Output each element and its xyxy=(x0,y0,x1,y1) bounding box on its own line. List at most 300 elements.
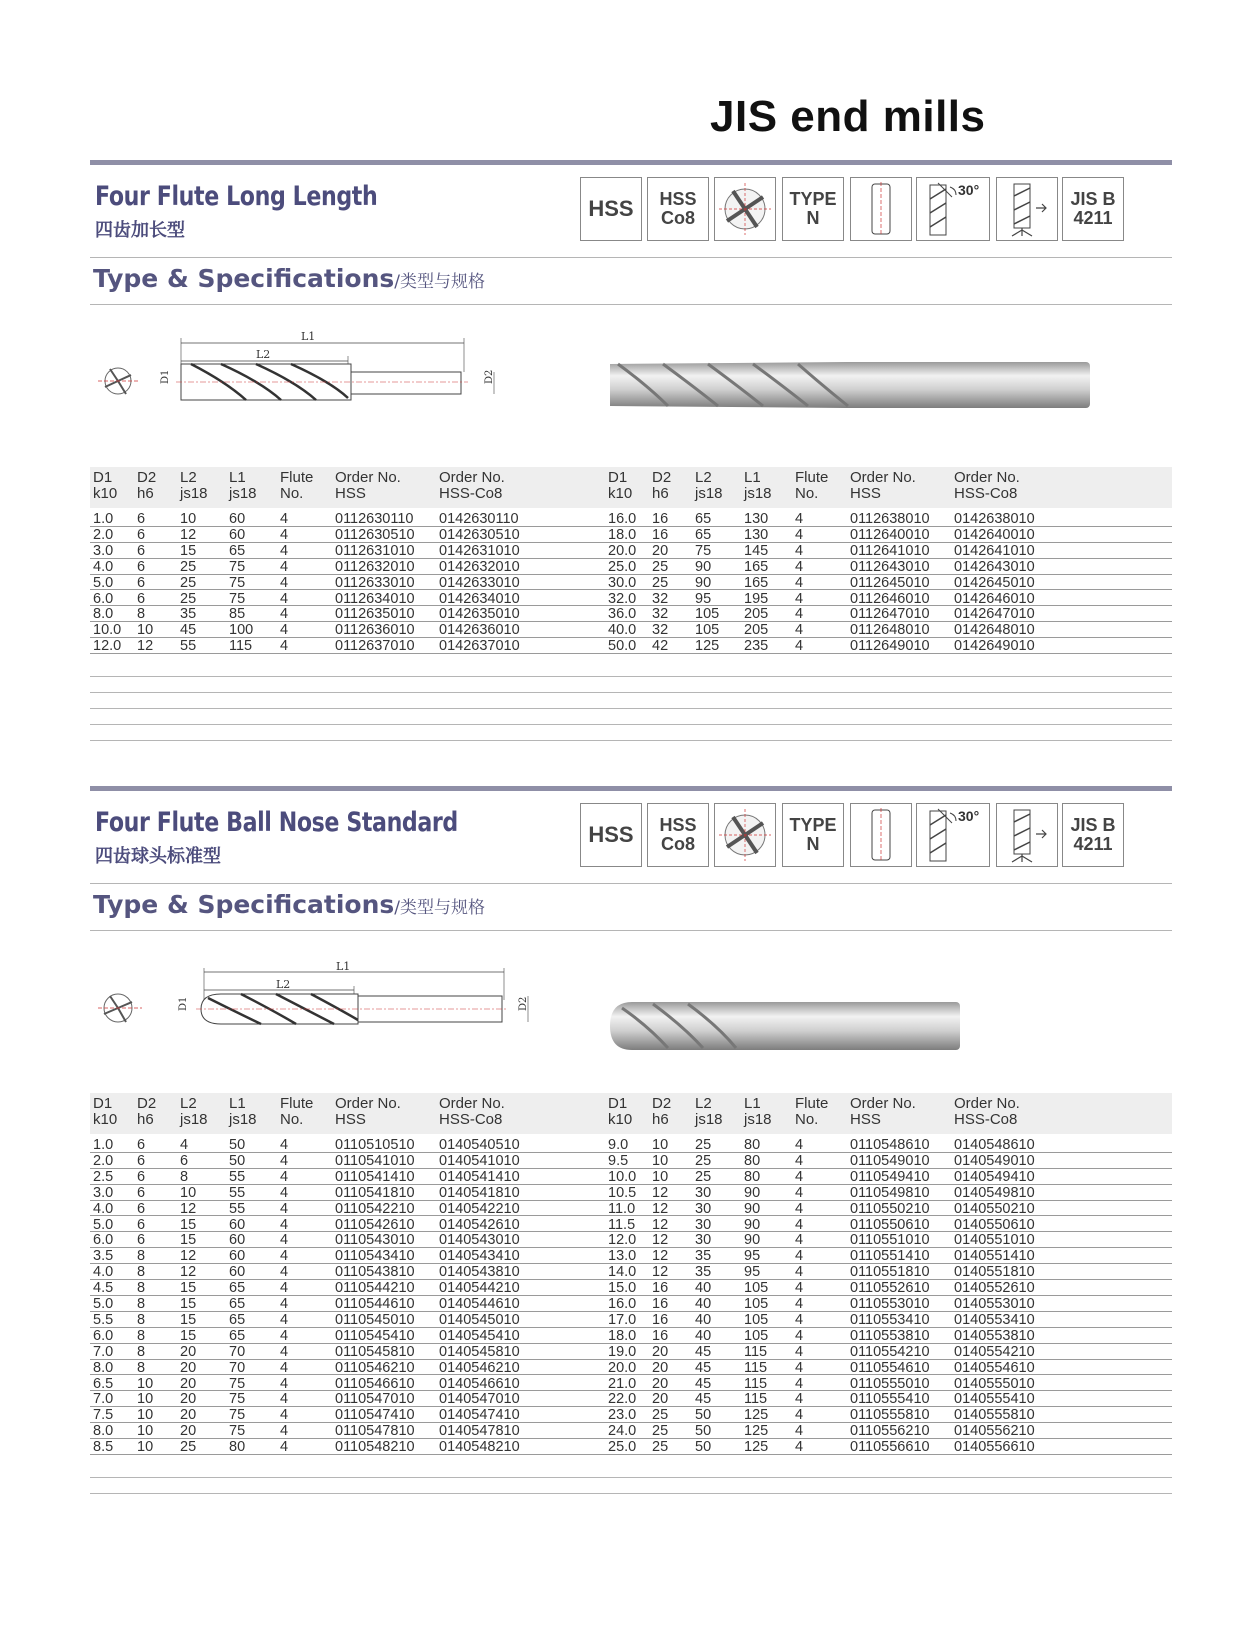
table-cell: 130 xyxy=(744,511,769,527)
table-cell: 8.0 xyxy=(93,1423,114,1440)
table-cell: 4 xyxy=(795,590,804,607)
table-row xyxy=(90,1312,1172,1328)
column-header: Order No. HSS xyxy=(850,1095,916,1128)
table-cell: 4 xyxy=(795,1423,804,1440)
table-cell: 6 xyxy=(137,1200,146,1217)
blank-row-line xyxy=(90,692,1172,693)
section-title: Four Flute Ball Nose Standard xyxy=(95,807,458,838)
table-cell: 0140550610 xyxy=(954,1216,1035,1233)
type-n-icon-line2: N xyxy=(806,834,820,854)
column-header: D2 h6 xyxy=(137,1095,157,1128)
table-cell: 23.0 xyxy=(608,1407,637,1424)
table-cell: 0142634010 xyxy=(439,590,520,607)
table-cell: 12 xyxy=(137,638,154,655)
table-cell: 0140548610 xyxy=(954,1137,1035,1153)
table-cell: 6 xyxy=(137,1152,146,1169)
table-cell: 4 xyxy=(280,1391,289,1408)
table-cell: 0142636010 xyxy=(439,622,520,639)
table-cell: 0142649010 xyxy=(954,638,1035,655)
table-cell: 75 xyxy=(229,1407,246,1424)
table-cell: 5.0 xyxy=(93,1296,114,1312)
table-cell: 0142632010 xyxy=(439,558,520,575)
table-cell: 20 xyxy=(180,1391,197,1408)
table-cell: 12.0 xyxy=(93,638,122,655)
table-cell: 16 xyxy=(652,1327,669,1344)
hss-co8-material-icon-line2: Co8 xyxy=(660,208,695,228)
table-cell: 0112633010 xyxy=(335,574,415,591)
type-n-icon xyxy=(782,177,844,241)
table-cell: 0112630510 xyxy=(335,526,415,543)
table-cell: 125 xyxy=(744,1423,769,1440)
table-cell: 105 xyxy=(695,606,720,623)
table-cell: 25 xyxy=(180,1439,197,1456)
table-row xyxy=(90,1439,1172,1455)
column-header: L2 js18 xyxy=(695,469,723,502)
table-cell: 0140542610 xyxy=(439,1216,520,1233)
table-cell: 0112647010 xyxy=(850,606,930,623)
table-cell: 4 xyxy=(280,1200,289,1217)
table-cell: 12 xyxy=(652,1264,669,1281)
table-cell: 10.0 xyxy=(608,1168,637,1185)
center-cutting-icon xyxy=(996,803,1058,867)
table-cell: 20.0 xyxy=(608,542,637,559)
column-header: Order No. HSS xyxy=(850,469,916,502)
table-cell: 0110551010 xyxy=(850,1232,930,1249)
ball-nose-end-mill-photo xyxy=(608,996,968,1056)
table-row xyxy=(90,575,1172,591)
table-cell: 4 xyxy=(280,1264,289,1281)
table-cell: 12 xyxy=(652,1184,669,1201)
table-cell: 15 xyxy=(180,1232,197,1249)
table-cell: 0112636010 xyxy=(335,622,415,639)
svg-text:30°: 30° xyxy=(958,808,980,824)
column-header: Flute No. xyxy=(795,1095,829,1128)
table-cell: 145 xyxy=(744,542,769,559)
table-cell: 0142643010 xyxy=(954,558,1035,575)
table-cell: 0142641010 xyxy=(954,542,1035,559)
table-cell: 4 xyxy=(280,1311,289,1328)
table-cell: 0140540510 xyxy=(439,1137,520,1153)
table-cell: 105 xyxy=(695,622,720,639)
table-cell: 90 xyxy=(695,574,712,591)
table-cell: 4.0 xyxy=(93,1264,114,1281)
table-row xyxy=(90,638,1172,654)
svg-text:30°: 30° xyxy=(958,182,980,198)
table-cell: 0110556610 xyxy=(850,1439,930,1456)
table-row xyxy=(90,1423,1172,1439)
table-cell: 60 xyxy=(229,511,246,527)
table-cell: 115 xyxy=(744,1375,768,1392)
table-cell: 15 xyxy=(180,1311,197,1328)
table-cell: 130 xyxy=(744,526,769,543)
table-cell: 65 xyxy=(229,1280,246,1297)
jis-standard-icon-line1: JIS B xyxy=(1070,815,1116,836)
table-cell: 4 xyxy=(795,1280,804,1297)
table-cell: 4 xyxy=(280,1184,289,1201)
table-cell: 0140545010 xyxy=(439,1311,520,1328)
table-cell: 25 xyxy=(180,558,197,575)
table-cell: 25 xyxy=(652,574,669,591)
table-cell: 125 xyxy=(744,1407,769,1424)
table-cell: 0112632010 xyxy=(335,558,415,575)
table-cell: 65 xyxy=(695,526,712,543)
table-cell: 4 xyxy=(280,590,289,607)
table-cell: 30 xyxy=(695,1232,712,1249)
section-four-flute-ball-nose xyxy=(90,786,1172,1506)
table-cell: 7.0 xyxy=(93,1391,114,1408)
table-cell: 0110544610 xyxy=(335,1296,415,1312)
column-header: D1 k10 xyxy=(93,1095,118,1128)
table-cell: 0110547010 xyxy=(335,1391,415,1408)
table-cell: 16 xyxy=(652,1311,669,1328)
table-row xyxy=(90,559,1172,575)
table-cell: 0140547810 xyxy=(439,1423,520,1440)
table-cell: 3.0 xyxy=(93,1184,114,1201)
table-cell: 60 xyxy=(229,1216,246,1233)
table-cell: 25 xyxy=(695,1168,712,1185)
table-cell: 6 xyxy=(137,1137,146,1153)
table-cell: 6 xyxy=(137,590,146,607)
table-cell: 4 xyxy=(795,1264,804,1281)
table-cell: 4 xyxy=(280,1343,289,1360)
table-cell: 4 xyxy=(795,574,804,591)
table-cell: 4 xyxy=(795,1232,804,1249)
table-cell: 0142647010 xyxy=(954,606,1035,623)
table-cell: 2.0 xyxy=(93,1152,114,1169)
helix-30-icon xyxy=(916,803,990,867)
table-cell: 18.0 xyxy=(608,526,637,543)
table-cell: 125 xyxy=(744,1439,769,1456)
table-row xyxy=(90,1376,1172,1392)
table-row xyxy=(90,1169,1172,1185)
table-cell: 4 xyxy=(795,511,804,527)
table-cell: 0112640010 xyxy=(850,526,930,543)
table-cell: 0140549810 xyxy=(954,1184,1035,1201)
table-cell: 4 xyxy=(280,542,289,559)
table-cell: 90 xyxy=(744,1232,761,1249)
table-cell: 40 xyxy=(695,1311,712,1328)
table-cell: 195 xyxy=(744,590,769,607)
table-cell: 15 xyxy=(180,1327,197,1344)
table-cell: 20 xyxy=(652,1375,669,1392)
spec-heading-text: Type & Specifications xyxy=(93,264,395,293)
table-cell: 105 xyxy=(744,1280,769,1297)
table-cell: 70 xyxy=(229,1343,246,1360)
table-cell: 65 xyxy=(229,1296,246,1312)
table-cell: 0142640010 xyxy=(954,526,1035,543)
table-cell: 2.0 xyxy=(93,526,114,543)
table-cell: 0140549010 xyxy=(954,1152,1035,1169)
table-cell: 75 xyxy=(695,542,712,559)
blank-row-line xyxy=(90,724,1172,725)
table-cell: 0110542210 xyxy=(335,1200,415,1217)
column-header: D1 k10 xyxy=(93,469,118,502)
hss-co8-material-icon-line1: HSS xyxy=(659,189,697,210)
table-cell: 0142630510 xyxy=(439,526,520,543)
table-cell: 75 xyxy=(229,1423,246,1440)
hss-co8-material-icon-line1: HSS xyxy=(659,815,697,836)
page-title: JIS end mills xyxy=(710,92,986,141)
table-cell: 21.0 xyxy=(608,1375,637,1392)
table-cell: 4 xyxy=(180,1137,189,1153)
table-row xyxy=(90,543,1172,559)
table-cell: 115 xyxy=(744,1391,768,1408)
table-cell: 15.0 xyxy=(608,1280,637,1297)
table-cell: 0110541810 xyxy=(335,1184,415,1201)
table-cell: 0110541010 xyxy=(335,1152,415,1169)
table-cell: 0110546610 xyxy=(335,1375,415,1392)
table-cell: 7.5 xyxy=(93,1407,114,1424)
table-cell: 8 xyxy=(137,1343,146,1360)
table-cell: 1.0 xyxy=(93,1137,114,1153)
table-cell: 0110548610 xyxy=(850,1137,930,1153)
table-row xyxy=(90,1248,1172,1264)
table-cell: 0110550610 xyxy=(850,1216,930,1233)
table-cell: 6 xyxy=(137,542,146,559)
table-cell: 95 xyxy=(695,590,712,607)
plain-shank-icon xyxy=(850,803,912,867)
table-cell: 0112630110 xyxy=(335,511,414,527)
center-cutting-icon xyxy=(996,177,1058,241)
type-n-icon-line2: N xyxy=(806,208,820,228)
spec-heading-cn: /类型与规格 xyxy=(394,898,486,918)
table-cell: 0110553810 xyxy=(850,1327,930,1344)
table-cell: 10 xyxy=(652,1137,669,1153)
jis-standard-icon-line1: JIS B xyxy=(1070,189,1116,210)
table-cell: 75 xyxy=(229,574,246,591)
table-cell: 4 xyxy=(795,1327,804,1344)
table-cell: 6 xyxy=(137,1232,146,1249)
table-cell: 90 xyxy=(695,558,712,575)
table-cell: 15 xyxy=(180,1280,197,1297)
table-cell: 0140547010 xyxy=(439,1391,520,1408)
blank-row-line xyxy=(90,708,1172,709)
table-cell: 20 xyxy=(180,1407,197,1424)
table-cell: 4 xyxy=(795,1137,804,1153)
jis-standard-icon xyxy=(1062,177,1124,241)
table-cell: 0140555010 xyxy=(954,1375,1035,1392)
column-header: Order No. HSS-Co8 xyxy=(954,469,1020,502)
table-row xyxy=(90,1344,1172,1360)
table-cell: 0110545810 xyxy=(335,1343,415,1360)
table-cell: 0140553010 xyxy=(954,1296,1035,1312)
table-cell: 0110554210 xyxy=(850,1343,930,1360)
table-cell: 25.0 xyxy=(608,558,637,575)
blank-row-line xyxy=(90,1477,1172,1478)
table-cell: 0142630110 xyxy=(439,511,519,527)
table-cell: 4 xyxy=(280,1168,289,1185)
table-row xyxy=(90,1153,1172,1169)
table-cell: 8 xyxy=(137,606,146,623)
table-cell: 8 xyxy=(137,1359,146,1376)
table-cell: 4 xyxy=(280,1423,289,1440)
table-cell: 0110546210 xyxy=(335,1359,415,1376)
section-divider xyxy=(90,930,1172,931)
blank-row-line xyxy=(90,676,1172,677)
table-cell: 6 xyxy=(137,574,146,591)
table-cell: 235 xyxy=(744,638,769,655)
table-cell: 0140552610 xyxy=(954,1280,1035,1297)
table-cell: 30 xyxy=(695,1184,712,1201)
table-row xyxy=(90,1264,1172,1280)
table-cell: 4.5 xyxy=(93,1280,114,1297)
table-cell: 0112643010 xyxy=(850,558,930,575)
table-cell: 12 xyxy=(652,1232,669,1249)
ball-nose-dimension-drawing xyxy=(96,960,546,1040)
table-cell: 4 xyxy=(280,574,289,591)
table-cell: 95 xyxy=(744,1248,761,1265)
table-cell: 4.0 xyxy=(93,558,114,575)
column-header: L2 js18 xyxy=(695,1095,723,1128)
table-cell: 5.0 xyxy=(93,1216,114,1233)
table-cell: 0142631010 xyxy=(439,542,520,559)
column-header: D1 k10 xyxy=(608,1095,633,1128)
column-header: L1 js18 xyxy=(744,469,772,502)
table-cell: 125 xyxy=(695,638,720,655)
table-cell: 0140551010 xyxy=(954,1232,1035,1249)
table-cell: 15 xyxy=(180,1296,197,1312)
table-cell: 0110545410 xyxy=(335,1327,415,1344)
table-cell: 4 xyxy=(795,1375,804,1392)
table-cell: 4 xyxy=(795,1296,804,1312)
table-cell: 10 xyxy=(180,1184,197,1201)
table-cell: 55 xyxy=(229,1184,246,1201)
table-cell: 4 xyxy=(795,526,804,543)
table-cell: 32.0 xyxy=(608,590,637,607)
table-cell: 0112637010 xyxy=(335,638,415,655)
table-cell: 30.0 xyxy=(608,574,637,591)
table-cell: 0110548210 xyxy=(335,1439,415,1456)
table-cell: 40.0 xyxy=(608,622,637,639)
table-cell: 50 xyxy=(229,1137,246,1153)
table-cell: 4 xyxy=(280,1137,289,1153)
table-cell: 0140543810 xyxy=(439,1264,520,1281)
column-header: D2 h6 xyxy=(652,1095,672,1128)
table-cell: 75 xyxy=(229,558,246,575)
table-cell: 4 xyxy=(280,526,289,543)
table-cell: 11.0 xyxy=(608,1200,636,1217)
table-cell: 0110549410 xyxy=(850,1168,930,1185)
table-cell: 4 xyxy=(795,622,804,639)
spec-heading-cn: /类型与规格 xyxy=(394,272,486,292)
column-header: Order No. HSS xyxy=(335,1095,401,1128)
table-cell: 105 xyxy=(744,1327,769,1344)
table-cell: 0110554610 xyxy=(850,1359,930,1376)
column-header: Flute No. xyxy=(280,1095,314,1128)
table-cell: 14.0 xyxy=(608,1264,637,1281)
table-row xyxy=(90,1407,1172,1423)
type-n-icon-line1: TYPE xyxy=(789,189,837,210)
table-cell: 0112638010 xyxy=(850,511,930,527)
table-cell: 40 xyxy=(695,1296,712,1312)
table-cell: 12.0 xyxy=(608,1232,637,1249)
table-cell: 0140554610 xyxy=(954,1359,1035,1376)
table-cell: 12 xyxy=(652,1248,669,1265)
table-cell: 45 xyxy=(180,622,197,639)
table-cell: 0110550210 xyxy=(850,1200,930,1217)
table-cell: 90 xyxy=(744,1216,761,1233)
table-cell: 35 xyxy=(695,1248,712,1265)
table-cell: 9.0 xyxy=(608,1137,629,1153)
table-cell: 12 xyxy=(652,1216,669,1233)
table-cell: 105 xyxy=(744,1296,769,1312)
table-cell: 3.5 xyxy=(93,1248,114,1265)
table-cell: 4 xyxy=(795,606,804,623)
table-cell: 0140543410 xyxy=(439,1248,520,1265)
table-cell: 0110555010 xyxy=(850,1375,930,1392)
table-cell: 16 xyxy=(652,526,669,543)
table-cell: 4 xyxy=(795,1184,804,1201)
table-cell: 4 xyxy=(795,1152,804,1169)
table-cell: 0112634010 xyxy=(335,590,415,607)
l1-label: L1 xyxy=(336,960,351,973)
table-cell: 16 xyxy=(652,1280,669,1297)
table-cell: 0140553810 xyxy=(954,1327,1035,1344)
table-cell: 4 xyxy=(280,1216,289,1233)
table-cell: 80 xyxy=(744,1152,761,1169)
table-cell: 0142646010 xyxy=(954,590,1035,607)
table-cell: 65 xyxy=(229,1311,246,1328)
table-cell: 6 xyxy=(137,1216,146,1233)
table-cell: 75 xyxy=(229,1391,246,1408)
table-cell: 0140548210 xyxy=(439,1439,520,1456)
table-cell: 11.5 xyxy=(608,1216,636,1233)
table-row xyxy=(90,1185,1172,1201)
table-cell: 8.5 xyxy=(93,1439,114,1456)
column-header: L1 js18 xyxy=(744,1095,772,1128)
d1-label: D1 xyxy=(160,369,171,384)
table-cell: 10.5 xyxy=(608,1184,637,1201)
table-cell: 4 xyxy=(795,1391,804,1408)
table-cell: 35 xyxy=(695,1264,712,1281)
table-row xyxy=(90,622,1172,638)
table-cell: 9.5 xyxy=(608,1152,629,1169)
table-cell: 60 xyxy=(229,1264,246,1281)
table-cell: 4 xyxy=(795,1343,804,1360)
l2-label: L2 xyxy=(256,348,271,361)
table-cell: 32 xyxy=(652,622,669,639)
table-cell: 25 xyxy=(695,1152,712,1169)
table-cell: 0140541010 xyxy=(439,1152,520,1169)
l2-label: L2 xyxy=(276,978,291,991)
table-cell: 16.0 xyxy=(608,511,637,527)
table-cell: 50 xyxy=(695,1439,712,1456)
table-cell: 0110547810 xyxy=(335,1423,415,1440)
table-row xyxy=(90,1391,1172,1407)
table-row xyxy=(90,1217,1172,1233)
table-cell: 0142635010 xyxy=(439,606,520,623)
table-cell: 12 xyxy=(180,1200,197,1217)
end-view-icon xyxy=(98,994,142,1022)
table-cell: 8.0 xyxy=(93,1359,114,1376)
table-cell: 10 xyxy=(137,1375,154,1392)
table-cell: 30 xyxy=(695,1216,712,1233)
table-cell: 0140556610 xyxy=(954,1439,1035,1456)
table-cell: 105 xyxy=(744,1311,769,1328)
table-cell: 18.0 xyxy=(608,1327,637,1344)
table-cell: 8 xyxy=(137,1311,146,1328)
table-cell: 4 xyxy=(795,1439,804,1456)
column-header: L1 js18 xyxy=(229,469,257,502)
table-cell: 20 xyxy=(180,1359,197,1376)
table-cell: 0110543810 xyxy=(335,1264,415,1281)
table-cell: 100 xyxy=(229,622,254,639)
table-cell: 0140551410 xyxy=(954,1248,1035,1265)
type-n-icon-line1: TYPE xyxy=(789,815,837,836)
table-cell: 80 xyxy=(744,1168,761,1185)
table-cell: 13.0 xyxy=(608,1248,637,1265)
table-cell: 42 xyxy=(652,638,669,655)
